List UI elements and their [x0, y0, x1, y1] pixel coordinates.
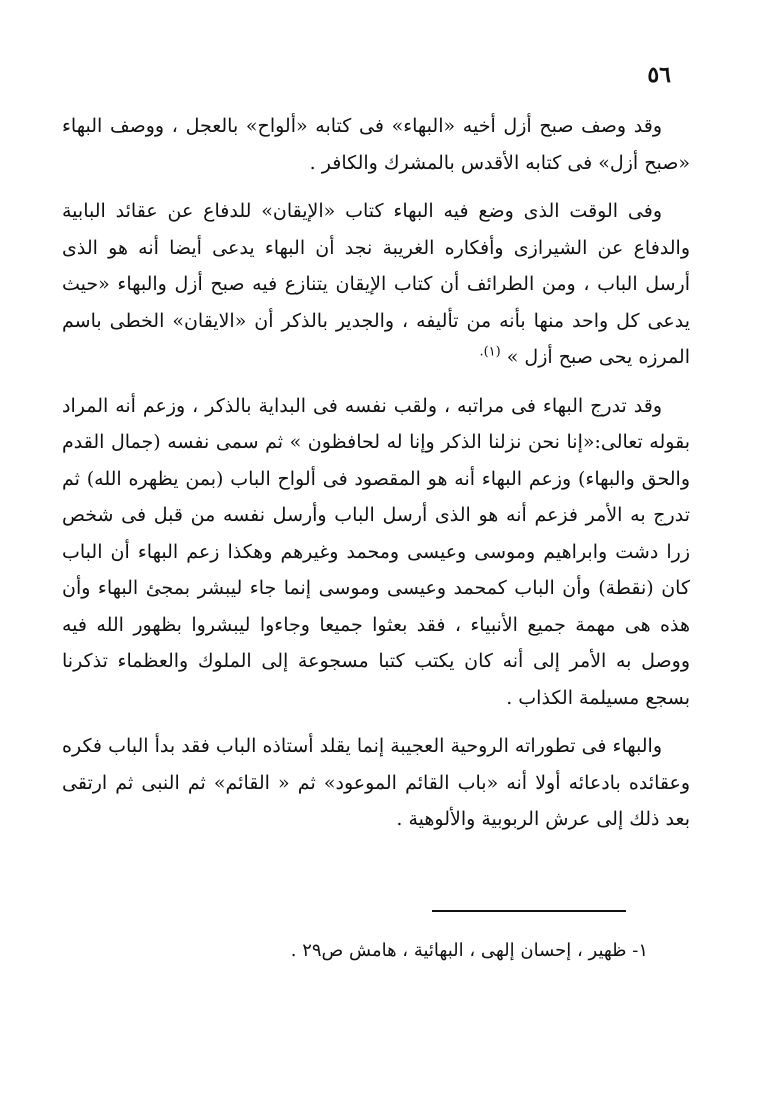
paragraph-1: [62, 108, 690, 181]
paragraph-3: [62, 388, 690, 717]
footnote-separator: [432, 910, 626, 912]
page-number: ٥٦: [647, 62, 671, 88]
paragraph-text: والبهاء فى تطوراته الروحية العجيبة إنما يقلد أستاذه الباب فقد بدأ الباب فكره وعقائده بادعائه أولا أنه «باب القائم الموعود» ثم « القائم» ثم النبى ثم ارتقى بعد ذلك إلى عرش الربوبية والألوهية .: [62, 735, 690, 830]
paragraph-text: وقد وصف صبح أزل أخيه «البهاء» فى كتابه «ألواح» بالعجل ، ووصف البهاء «صبح أزل» فى كتابه الأقدس بالمشرك والكافر .: [62, 115, 690, 174]
paragraph-4: [62, 728, 690, 838]
paragraph-text: وقد تدرج البهاء فى مراتبه ، ولقب نفسه فى البداية بالذكر ، وزعم أنه المراد بقوله تعالى:«إنا نحن نزلنا الذكر وإنا له لحافظون » ثم سمى نفسه (جمال القدم والحق والبهاء) وزعم البهاء أنه هو المقصود فى ألواح الباب (بمن يظهره الله) ثم تدرج به الأمر فزعم أنه هو الذى أرسل الباب وأرسل نفسه من قبل فى شخص زرا دشت وابراهيم وموسى وعيسى ومحمد وغيرهم وهكذا زعم البهاء أن الباب كان (نقطة) وأن الباب كمحمد وعيسى وموسى إنما جاء ليبشر بمجئ البهاء وأن هذه هى مهمة جميع الأنبياء ، فقد بعثوا جميعا وجاءوا ليبشروا بظهور الله فيه ووصل به الأمر إلى أنه كان يكتب كتبا مسجوعة إلى الملوك والعظماء تذكرنا بسجع مسيلمة الكذاب .: [62, 394, 690, 709]
paragraph-2: [62, 193, 690, 376]
footnote: ١- ظهير ، إحسان إلهى ، البهائية ، هامش ص٢٩ .: [290, 940, 648, 961]
footnote-reference[interactable]: (١).: [479, 344, 501, 360]
body-text: [62, 108, 690, 850]
paragraph-text: وفى الوقت الذى وضع فيه البهاء كتاب «الإيقان» للدفاع عن عقائد البابية والدفاع عن الشيرازى وأفكاره الغريبة نجد أن البهاء يدعى أيضا أنه هو الذى أرسل الباب ، ومن الطرائف أن كتاب الإيقان يتنازع فيه صبح أزل والبهاء «حيث يدعى كل واحد منها بأنه من تأليفه ، والجدير بالذكر أن «الايقان» الخطى باسم المرزه يحى صبح أزل »: [62, 200, 690, 368]
